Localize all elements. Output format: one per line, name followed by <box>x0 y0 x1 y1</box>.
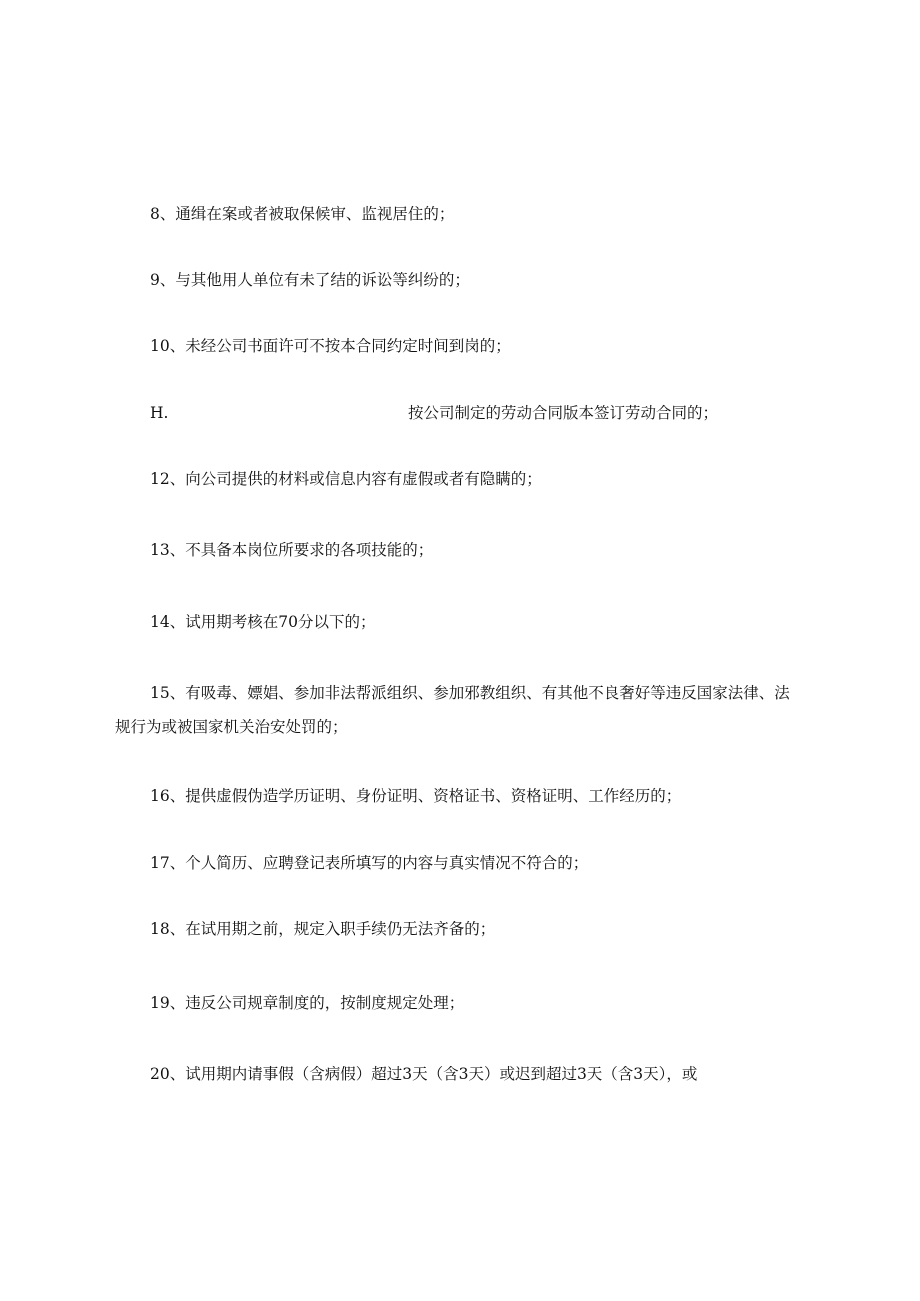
list-item: 19、违反公司规章制度的，按制度规定处理； <box>150 994 465 1012</box>
list-item <box>150 396 810 430</box>
list-item: 12、向公司提供的材料或信息内容有虚假或者有隐瞒的； <box>150 470 542 488</box>
list-item: 8、通缉在案或者被取保候审、监视居住的； <box>150 205 455 223</box>
list-item: 20、试用期内请事假（含病假）超过3天（含3天）或迟到超过3天（含3天），或 <box>150 1065 698 1083</box>
list-item: 18、在试用期之前，规定入职手续仍无法齐备的； <box>150 920 496 938</box>
list-item: 14、试用期考核在70分以下的； <box>150 613 376 631</box>
list-item: 15、有吸毒、嫖娼、参加非法帮派组织、参加邪教组织、有其他不良奢好等违反国家法律、法规行为或被国家机关治安处罚的； <box>115 684 790 736</box>
list-item: 13、不具备本岗位所要求的各项技能的； <box>150 541 434 559</box>
list-item-text: 按公司制定的劳动合同版本签订劳动合同的； <box>408 404 719 422</box>
list-item: 9、与其他用人单位有未了结的诉讼等纠纷的； <box>150 271 470 289</box>
list-item: 17、个人简历、应聘登记表所填写的内容与真实情况不符合的； <box>150 854 589 872</box>
list-item: 16、提供虚假伪造学历证明、身份证明、资格证书、资格证明、工作经历的； <box>150 787 682 805</box>
list-item: 10、未经公司书面许可不按本合同约定时间到岗的； <box>150 337 511 355</box>
list-item-prefix: H. <box>150 404 169 422</box>
